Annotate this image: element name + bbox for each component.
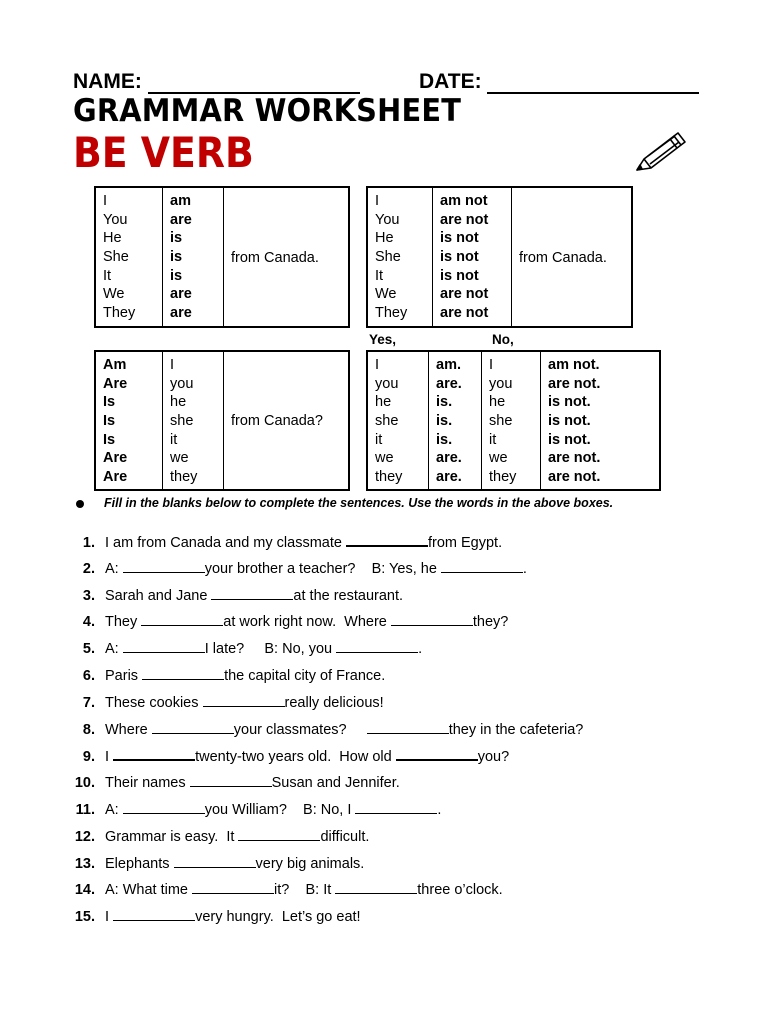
short-answers-table — [366, 350, 661, 491]
worksheet-title: GRAMMAR WORKSHEET — [73, 93, 462, 129]
exercise-text: . — [418, 641, 423, 658]
date-field[interactable] — [419, 70, 699, 94]
answer-blank[interactable] — [113, 745, 195, 761]
exercise-number: 8. — [82, 721, 95, 738]
question-verbs: Am Are Is Is Is Are Are — [95, 351, 163, 490]
exercise-text: Sarah and Jane — [105, 587, 212, 604]
answer-blank[interactable] — [355, 799, 437, 814]
yes-label: Yes, — [369, 332, 397, 347]
negative-subjects: I You He She It We They — [367, 187, 433, 327]
exercise-text: . — [522, 560, 527, 577]
question-table — [94, 350, 350, 491]
exercise-text: These cookies — [105, 694, 203, 711]
exercise-text: Susan and Jennifer. — [271, 775, 400, 792]
exercise-number: 10. — [74, 775, 95, 792]
exercise-number: 9. — [82, 749, 95, 766]
answer-blank[interactable] — [152, 719, 234, 734]
exercise-item — [70, 879, 503, 899]
exercise-text: . — [437, 802, 442, 818]
date-label: DATE: — [419, 70, 482, 93]
exercise-text: Where — [105, 721, 152, 738]
no-subjects: I you he she it we they — [482, 351, 541, 490]
exercise-text: very hungry. Let’s go eat! — [195, 909, 361, 926]
exercise-item — [70, 638, 422, 658]
exercise-item — [70, 826, 369, 846]
exercise-text: twenty-two years old. How old — [195, 749, 396, 766]
exercise-text: at work right now. Where — [223, 614, 391, 631]
answer-blank[interactable] — [192, 879, 274, 894]
exercise-text: they? — [472, 614, 509, 631]
exercise-item — [70, 531, 502, 551]
exercise-text: three o’clock. — [417, 882, 503, 899]
question-subjects: I you he she it we they — [163, 351, 224, 490]
name-label: NAME: — [73, 70, 142, 93]
exercise-text: They — [105, 614, 142, 631]
exercise-text: they in the cafeteria? — [448, 721, 584, 738]
exercise-text: your brother a teacher? B: Yes, he — [204, 560, 441, 577]
instructions: Fill in the blanks below to complete the sentences. Use the words in the above boxes. — [104, 496, 614, 510]
exercise-text: I — [105, 749, 114, 766]
exercise-text: Paris — [105, 668, 143, 684]
affirmative-complement: from Canada. — [231, 250, 319, 266]
affirmative-verbs: am are is is is are are — [163, 187, 224, 327]
exercise-item — [70, 745, 509, 765]
answer-blank[interactable] — [142, 665, 224, 680]
exercise-text: at the restaurant. — [293, 587, 404, 604]
answer-blank[interactable] — [123, 558, 205, 573]
answer-blank[interactable] — [203, 692, 285, 707]
answer-blank[interactable] — [391, 611, 473, 626]
exercise-item — [70, 692, 384, 712]
exercise-text: I — [105, 909, 114, 926]
exercise-text: I late? B: No, you — [204, 641, 337, 658]
answer-blank[interactable] — [441, 558, 523, 573]
exercise-text: it? B: It — [274, 882, 336, 899]
affirmative-subjects: I You He She It We They — [95, 187, 163, 327]
exercise-number: 14. — [74, 882, 95, 899]
name-line[interactable] — [148, 74, 360, 94]
answer-blank[interactable] — [113, 906, 195, 921]
exercise-number: 3. — [82, 587, 95, 604]
exercise-text: A: — [105, 641, 123, 658]
question-complement: from Canada? — [231, 413, 323, 430]
exercise-text: Elephants — [105, 855, 174, 872]
exercise-number: 12. — [74, 828, 95, 845]
exercise-item — [70, 558, 527, 578]
exercise-number: 13. — [74, 855, 95, 872]
exercise-number: 7. — [82, 694, 95, 711]
exercise-item — [70, 799, 441, 819]
answer-blank[interactable] — [211, 585, 293, 600]
exercise-text: Grammar is easy. It — [105, 828, 239, 845]
answer-blank[interactable] — [396, 745, 478, 761]
exercise-text: you William? B: No, I — [204, 802, 356, 818]
answer-blank[interactable] — [190, 772, 272, 787]
exercise-item — [70, 772, 400, 792]
negative-table — [366, 186, 633, 328]
exercise-number: 11. — [75, 802, 95, 818]
exercise-item — [70, 665, 385, 685]
negative-verbs: am not are not is not is not is not are not are not — [433, 187, 512, 327]
exercise-text: I am from Canada and my classmate — [105, 535, 346, 551]
answer-blank[interactable] — [335, 879, 417, 894]
exercise-text: A: — [105, 560, 123, 577]
exercise-text: really delicious! — [284, 694, 384, 711]
negative-complement: from Canada. — [519, 250, 607, 266]
exercise-item — [70, 906, 361, 926]
exercise-item — [70, 853, 364, 873]
exercise-number: 15. — [74, 909, 95, 926]
exercise-item — [70, 611, 508, 631]
bullet-icon — [76, 500, 84, 508]
exercise-item — [70, 585, 403, 605]
answer-blank[interactable] — [174, 853, 256, 868]
exercise-number: 2. — [82, 560, 95, 577]
exercise-number: 4. — [82, 614, 95, 631]
worksheet-subtitle: BE VERB — [73, 128, 254, 177]
yes-subjects: I you he she it we they — [367, 351, 429, 490]
answer-blank[interactable] — [141, 611, 223, 626]
exercise-item — [70, 719, 583, 739]
exercise-number: 5. — [82, 641, 95, 658]
date-line[interactable] — [487, 74, 699, 94]
no-label: No, — [492, 332, 514, 347]
exercise-text: your classmates? — [233, 721, 367, 738]
exercise-number: 6. — [82, 668, 95, 684]
exercise-text: difficult. — [320, 828, 370, 845]
no-verbs: am not. are not. is not. is not. is not. are not. are not. — [548, 357, 601, 486]
answer-blank[interactable] — [123, 638, 205, 653]
answer-blank[interactable] — [346, 531, 428, 547]
yes-verbs: am. are. is. is. is. are. are. — [429, 351, 482, 490]
pencil-icon — [634, 130, 690, 176]
exercise-text: you? — [477, 749, 510, 766]
answer-blank[interactable] — [336, 638, 418, 653]
name-field[interactable] — [73, 70, 360, 94]
answer-blank[interactable] — [367, 719, 449, 734]
answer-blank[interactable] — [123, 799, 205, 814]
exercise-text: A: — [105, 802, 123, 818]
exercise-number: 1. — [82, 535, 95, 551]
answer-blank[interactable] — [238, 826, 320, 841]
exercise-text: from Egypt. — [427, 535, 503, 551]
exercise-text: the capital city of France. — [224, 668, 386, 684]
affirmative-table — [94, 186, 350, 328]
exercise-text: Their names — [105, 775, 190, 792]
exercise-text: A: What time — [105, 882, 193, 899]
exercise-text: very big animals. — [255, 855, 365, 872]
